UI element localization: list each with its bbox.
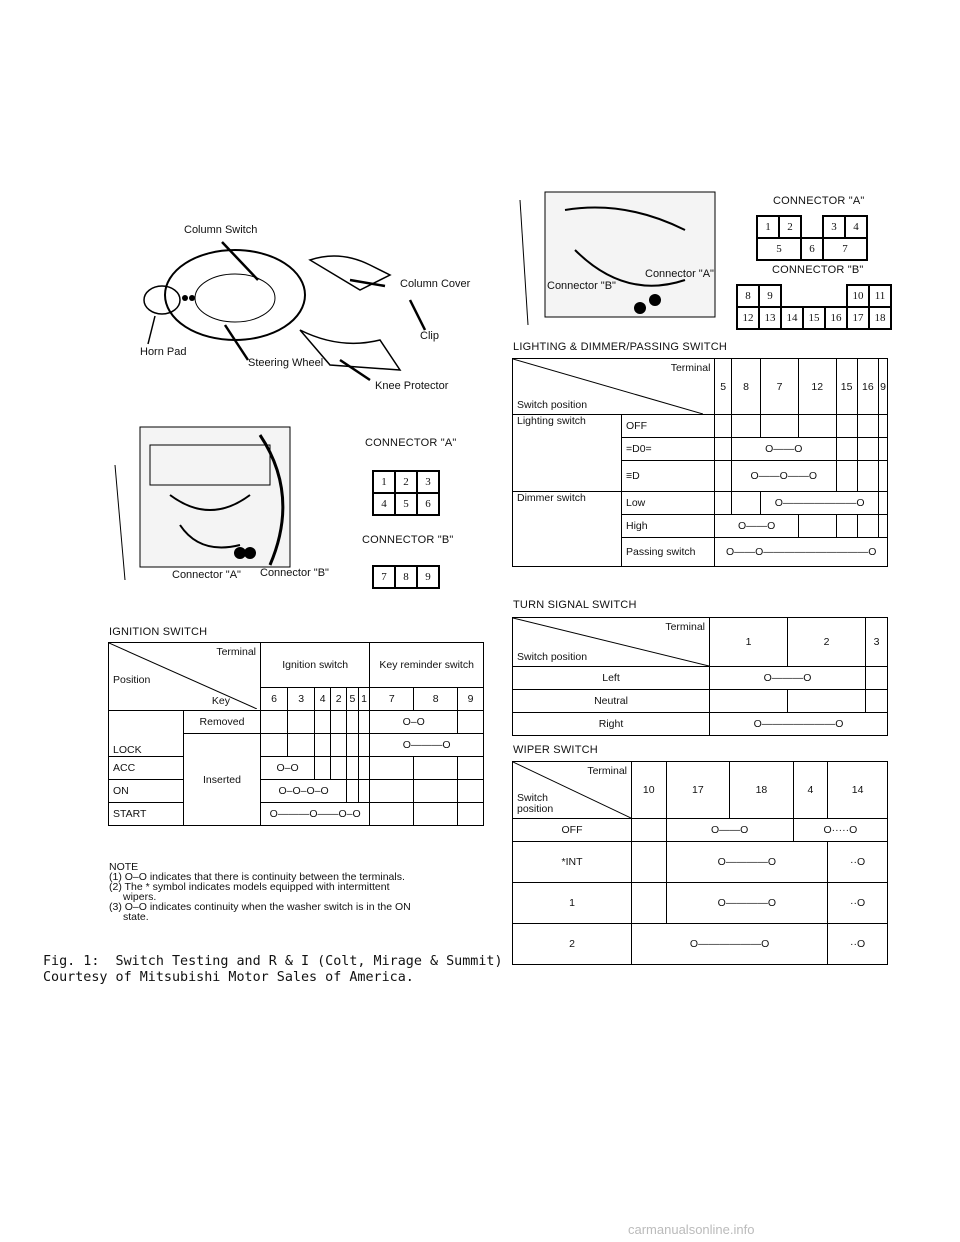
ign-connector-a bbox=[372, 470, 440, 516]
pin: 5 bbox=[395, 493, 417, 515]
terminal-2: 2 bbox=[788, 618, 866, 667]
pin: 5 bbox=[757, 238, 801, 260]
continuity-6-3: O–O bbox=[261, 757, 315, 780]
pin: 1 bbox=[757, 216, 779, 238]
pin: 2 bbox=[395, 471, 417, 493]
wiper-title: WIPER SWITCH bbox=[513, 744, 598, 756]
pin: 13 bbox=[759, 307, 781, 329]
dimmer-passing: Passing switch bbox=[622, 538, 715, 567]
washer-1: ··O bbox=[828, 883, 888, 924]
column-switch-label: Column Switch bbox=[184, 224, 258, 236]
note-line: wipers. bbox=[123, 891, 157, 903]
turn-signal-table bbox=[512, 617, 888, 736]
clip-label: Clip bbox=[420, 330, 439, 342]
wiper-2: 2 bbox=[513, 924, 632, 965]
turn-terminal-header: Terminal bbox=[665, 621, 705, 633]
ign-key-header: Key bbox=[211, 695, 230, 707]
continuity-lighting-2: O——O——O bbox=[731, 461, 836, 492]
wiper-off: OFF bbox=[513, 819, 632, 842]
terminal-9: 9 bbox=[458, 688, 484, 711]
photo-connector-b-label: Connector "B" bbox=[260, 567, 329, 579]
turn-neutral: Neutral bbox=[513, 690, 710, 713]
ign-row-on: ON bbox=[109, 780, 184, 803]
pin: 8 bbox=[737, 285, 759, 307]
pin: 2 bbox=[779, 216, 801, 238]
photo-connector-a-label: Connector "A" bbox=[645, 268, 714, 280]
terminal-1: 1 bbox=[710, 618, 788, 667]
pin: 4 bbox=[373, 493, 395, 515]
photo-connector-a-label: Connector "A" bbox=[172, 569, 241, 581]
key-inserted: Inserted bbox=[184, 734, 261, 826]
washer-2: ··O bbox=[828, 924, 888, 965]
pin: 10 bbox=[847, 285, 869, 307]
terminal-8: 8 bbox=[414, 688, 458, 711]
pin: 17 bbox=[847, 307, 869, 329]
continuity-left: O———O bbox=[710, 667, 866, 690]
terminal-8: 8 bbox=[731, 359, 760, 415]
photo-connector-b-label: Connector "B" bbox=[547, 280, 616, 292]
terminal-16: 16 bbox=[857, 359, 878, 415]
ign-row-start: START bbox=[109, 803, 184, 826]
lighting-switch-row: Lighting switch bbox=[513, 415, 622, 492]
washer-off: O·····O bbox=[793, 819, 887, 842]
turn-right: Right bbox=[513, 713, 710, 736]
terminal-4: 4 bbox=[315, 688, 331, 711]
terminal-18: 18 bbox=[730, 762, 794, 819]
ign-switch-group: Ignition switch bbox=[261, 643, 370, 688]
steering-wheel-diagram bbox=[130, 220, 490, 395]
ign-connector-a-title: CONNECTOR "A" bbox=[365, 437, 457, 449]
figure-caption: Fig. 1: Switch Testing and R & I (Colt, Mirage & Summit) bbox=[43, 954, 503, 969]
pin: 3 bbox=[823, 216, 845, 238]
key-reminder-group: Key reminder switch bbox=[370, 643, 484, 688]
terminal-7: 7 bbox=[370, 688, 414, 711]
terminal-3: 3 bbox=[866, 618, 888, 667]
pin: 9 bbox=[417, 566, 439, 588]
terminal-17: 17 bbox=[666, 762, 730, 819]
pin: 6 bbox=[417, 493, 439, 515]
terminal-9: 9 bbox=[879, 359, 888, 415]
terminal-4: 4 bbox=[793, 762, 827, 819]
wiper-header-diag bbox=[513, 762, 632, 819]
continuity-7-9: O———O bbox=[370, 734, 484, 757]
lighting-terminal-header: Terminal bbox=[670, 362, 711, 374]
lighting-switch-table bbox=[512, 358, 888, 567]
ignition-switch-title: IGNITION SWITCH bbox=[109, 626, 208, 638]
continuity-7-8: O–O bbox=[370, 711, 458, 734]
terminal-6: 6 bbox=[261, 688, 288, 711]
lighting-header-diag bbox=[513, 359, 715, 415]
continuity-int: O————O bbox=[666, 842, 828, 883]
pin: 4 bbox=[845, 216, 867, 238]
continuity-high: O——O bbox=[715, 515, 799, 538]
pin: 11 bbox=[869, 285, 891, 307]
turn-left: Left bbox=[513, 667, 710, 690]
pin: 16 bbox=[825, 307, 847, 329]
lighting-switch-position-header: Switch position bbox=[517, 399, 588, 411]
parking-light-icon: =D0= bbox=[622, 438, 715, 461]
terminal-2: 2 bbox=[331, 688, 347, 711]
note-title: NOTE bbox=[109, 861, 139, 873]
note-line: (3) O–O indicates continuity when the washer switch is in the ON bbox=[109, 901, 411, 913]
wiper-int: *INT bbox=[513, 842, 632, 883]
pin: 7 bbox=[373, 566, 395, 588]
terminal-5: 5 bbox=[347, 688, 359, 711]
lighting-off: OFF bbox=[622, 415, 715, 438]
turn-header-diag bbox=[513, 618, 710, 667]
terminal-7: 7 bbox=[761, 359, 799, 415]
turn-switch-position-header: Switch position bbox=[517, 651, 588, 663]
continuity-lighting-1: O——O bbox=[731, 438, 836, 461]
steering-wheel-label: Steering Wheel bbox=[248, 357, 324, 369]
dimmer-high: High bbox=[622, 515, 715, 538]
wiper-table bbox=[512, 761, 888, 965]
washer-int: ··O bbox=[828, 842, 888, 883]
figure-credit: Courtesy of Mitsubishi Motor Sales of America. bbox=[43, 970, 414, 985]
continuity-2: O——————O bbox=[632, 924, 828, 965]
ignition-switch-table bbox=[108, 642, 484, 826]
ign-connector-b-title: CONNECTOR "B" bbox=[362, 534, 454, 546]
note-block bbox=[109, 862, 411, 922]
terminal-10: 10 bbox=[632, 762, 667, 819]
watermark: carmanualsonline.info bbox=[628, 1222, 755, 1237]
continuity-passing: O——O——————————O bbox=[715, 538, 888, 567]
pin: 6 bbox=[801, 238, 823, 260]
pin: 1 bbox=[373, 471, 395, 493]
dashboard-illustration bbox=[110, 425, 325, 585]
continuity-start: O———O——O–O bbox=[261, 803, 370, 826]
pin: 8 bbox=[395, 566, 417, 588]
terminal-14: 14 bbox=[828, 762, 888, 819]
ignition-photo bbox=[110, 425, 329, 585]
pin: 12 bbox=[737, 307, 759, 329]
continuity-off: O——O bbox=[666, 819, 793, 842]
continuity-low: O———————O bbox=[761, 492, 879, 515]
continuity-on: O–O–O–O bbox=[261, 780, 347, 803]
pin: 18 bbox=[869, 307, 891, 329]
wiper-terminal-header: Terminal bbox=[587, 765, 627, 777]
continuity-1: O————O bbox=[666, 883, 828, 924]
pin: 3 bbox=[417, 471, 439, 493]
note-line: (2) The * symbol indicates models equipped with intermittent bbox=[109, 881, 390, 893]
terminal-5: 5 bbox=[715, 359, 732, 415]
horn-pad-label: Horn Pad bbox=[140, 346, 187, 358]
continuity-right: O———————O bbox=[710, 713, 888, 736]
dimmer-low: Low bbox=[622, 492, 715, 515]
ign-header-diag bbox=[109, 643, 261, 711]
ign-terminal-header: Terminal bbox=[216, 646, 256, 658]
wiper-1: 1 bbox=[513, 883, 632, 924]
ign-connector-b bbox=[372, 565, 440, 589]
knee-protector-label: Knee Protector bbox=[375, 380, 449, 392]
headlight-icon: ≡D bbox=[622, 461, 715, 492]
turn-signal-title: TURN SIGNAL SWITCH bbox=[513, 599, 637, 611]
pin: 7 bbox=[823, 238, 867, 260]
dimmer-switch-row: Dimmer switch bbox=[513, 492, 622, 567]
column-switch-photo bbox=[515, 190, 735, 335]
col-connector-a bbox=[756, 215, 868, 261]
pin: 9 bbox=[759, 285, 781, 307]
terminal-15: 15 bbox=[836, 359, 857, 415]
key-removed: Removed bbox=[184, 711, 261, 734]
wiper-switch-position-header: Switch position bbox=[517, 792, 554, 815]
ign-row-lock: LOCK bbox=[109, 711, 184, 757]
terminal-3: 3 bbox=[288, 688, 315, 711]
note-line: state. bbox=[123, 911, 149, 923]
col-connector-a-title: CONNECTOR "A" bbox=[773, 195, 865, 207]
ign-row-acc: ACC bbox=[109, 757, 184, 780]
pin: 14 bbox=[781, 307, 803, 329]
terminal-1: 1 bbox=[358, 688, 370, 711]
col-connector-b-title: CONNECTOR "B" bbox=[772, 264, 864, 276]
pin: 15 bbox=[803, 307, 825, 329]
lighting-switch-title: LIGHTING & DIMMER/PASSING SWITCH bbox=[513, 341, 727, 353]
column-cover-label: Column Cover bbox=[400, 278, 471, 290]
terminal-12: 12 bbox=[798, 359, 836, 415]
col-connector-b bbox=[736, 284, 892, 330]
note-line: (1) O–O indicates that there is continuity between the terminals. bbox=[109, 871, 405, 883]
ign-position-header: Position bbox=[113, 674, 151, 686]
column-switch-illustration bbox=[515, 190, 735, 335]
